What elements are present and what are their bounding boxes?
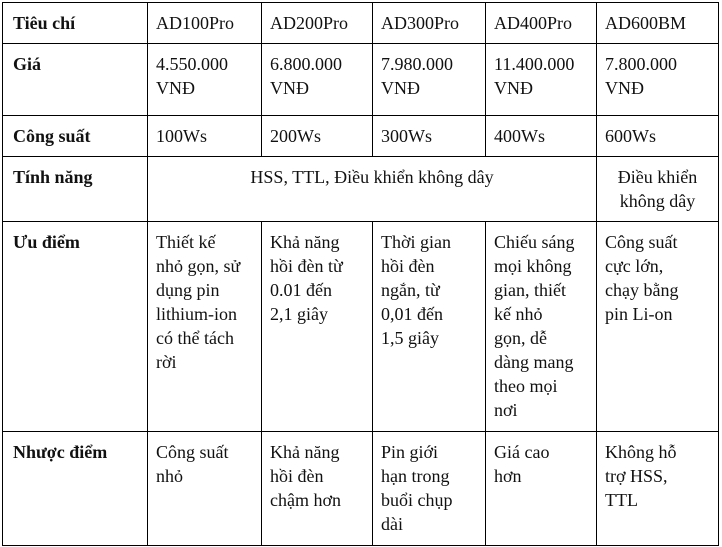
price-cell: 4.550.000 VNĐ <box>148 44 262 116</box>
pros-cell: Khả năng hồi đèn từ 0.01 đến 2,1 giây <box>262 222 373 432</box>
cons-cell: Pin giới hạn trong buổi chụp dài <box>373 432 486 546</box>
pros-cell: Chiếu sáng mọi không gian, thiết kế nhỏ gọn, dễ dàng mang theo mọi nơi <box>486 222 597 432</box>
power-cell: 100Ws <box>148 116 262 157</box>
header-ad300pro: AD300Pro <box>373 3 486 44</box>
cons-cell: Không hỗ trợ HSS, TTL <box>597 432 719 546</box>
power-cell: 600Ws <box>597 116 719 157</box>
row-label: Giá <box>3 44 148 116</box>
row-pros <box>3 222 719 432</box>
header-ad100pro: AD100Pro <box>148 3 262 44</box>
header-ad400pro: AD400Pro <box>486 3 597 44</box>
cons-cell: Khả năng hồi đèn chậm hơn <box>262 432 373 546</box>
price-cell: 7.980.000 VNĐ <box>373 44 486 116</box>
row-label: Nhược điểm <box>3 432 148 546</box>
pros-cell: Công suất cực lớn, chạy bằng pin Li-on <box>597 222 719 432</box>
cons-cell: Giá cao hơn <box>486 432 597 546</box>
power-cell: 200Ws <box>262 116 373 157</box>
header-ad600bm: AD600BM <box>597 3 719 44</box>
row-label: Tính năng <box>3 157 148 222</box>
power-cell: 400Ws <box>486 116 597 157</box>
cons-cell: Công suất nhỏ <box>148 432 262 546</box>
row-label: Công suất <box>3 116 148 157</box>
features-cell: Điều khiển không dây <box>597 157 719 222</box>
pros-cell: Thiết kế nhỏ gọn, sử dụng pin lithium-ion có thể tách rời <box>148 222 262 432</box>
price-cell: 6.800.000 VNĐ <box>262 44 373 116</box>
row-price <box>3 44 719 116</box>
price-cell: 11.400.000 VNĐ <box>486 44 597 116</box>
power-cell: 300Ws <box>373 116 486 157</box>
features-merged-cell: HSS, TTL, Điều khiển không dây <box>148 157 597 222</box>
header-ad200pro: AD200Pro <box>262 3 373 44</box>
header-row <box>3 3 719 44</box>
pros-cell: Thời gian hồi đèn ngắn, từ 0,01 đến 1,5 giây <box>373 222 486 432</box>
row-features <box>3 157 719 222</box>
header-criteria: Tiêu chí <box>3 3 148 44</box>
row-label: Ưu điểm <box>3 222 148 432</box>
comparison-table <box>2 2 719 546</box>
row-cons <box>3 432 719 546</box>
price-cell: 7.800.000 VNĐ <box>597 44 719 116</box>
row-power <box>3 116 719 157</box>
